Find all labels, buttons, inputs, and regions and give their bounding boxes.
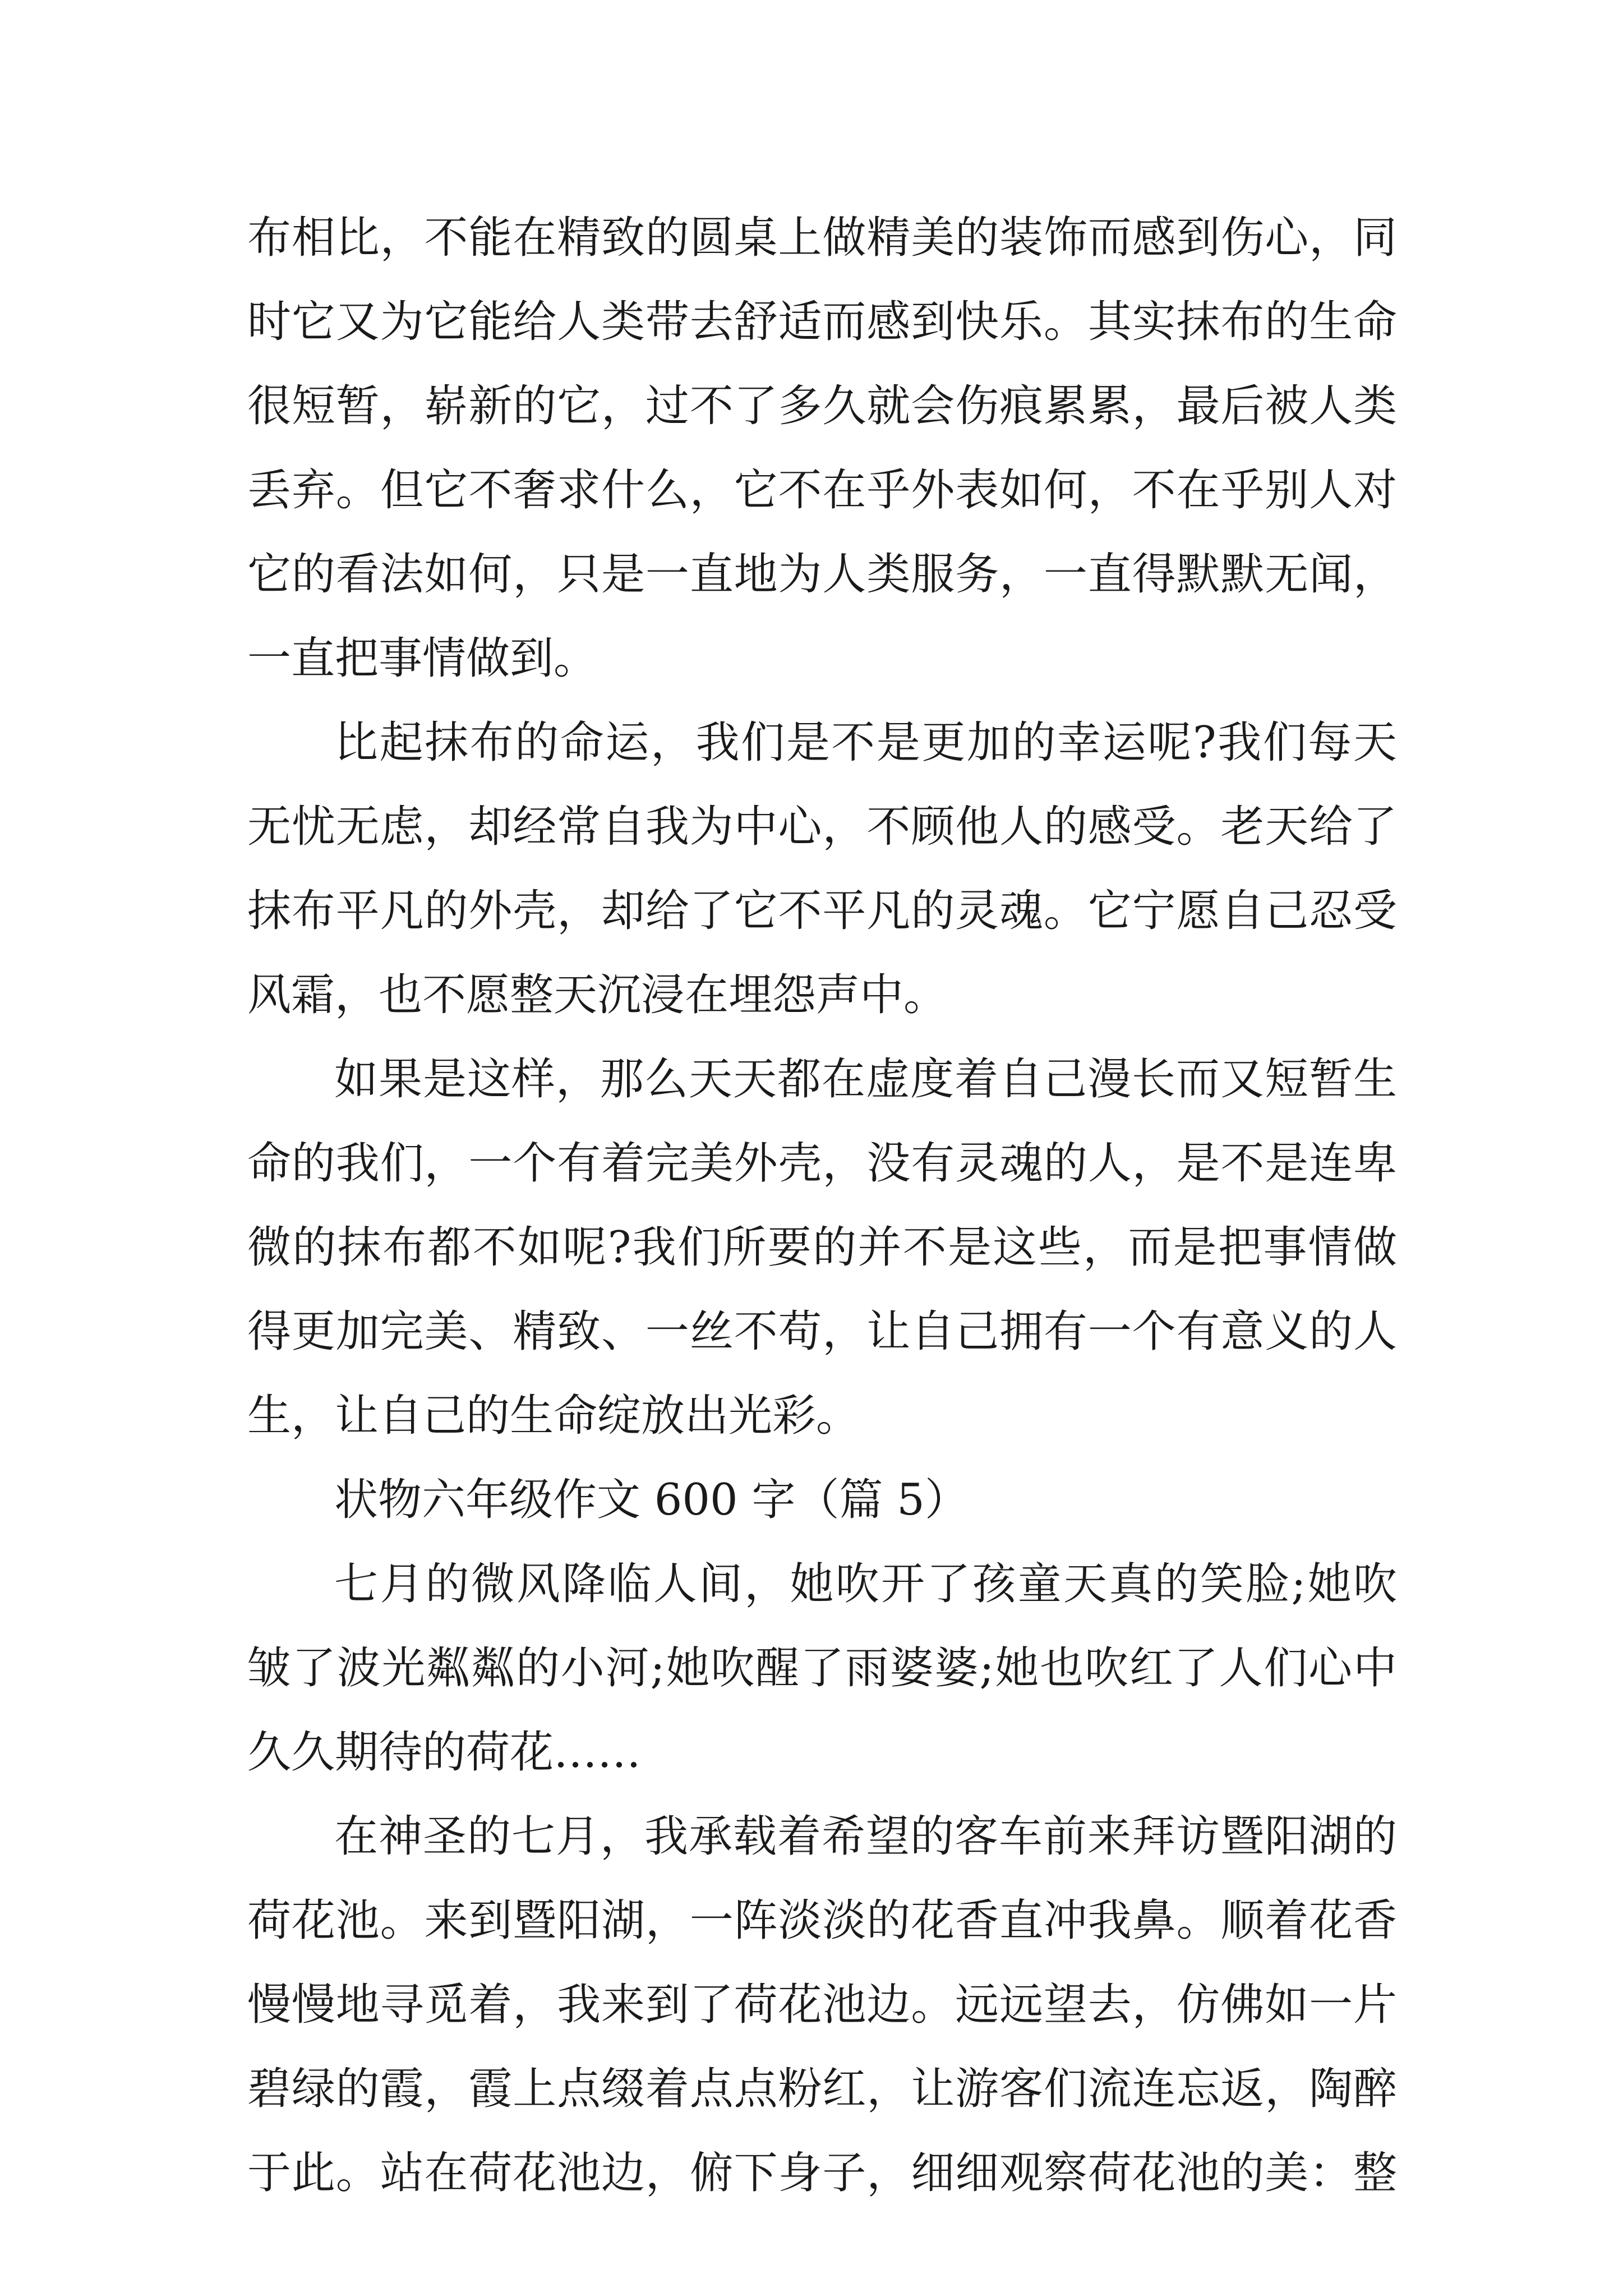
text-line: 一直把事情做到。 (247, 633, 598, 684)
text-line: 如果是这样，那么天天都在虚度着自己漫长而又短暂生 (334, 1054, 1397, 1105)
body-text (247, 196, 1397, 2215)
text-line: 七月的微风降临人间，她吹开了孩童天真的笑脸;她吹 (334, 1559, 1397, 1609)
text-line: 微的抹布都不如呢?我们所要的并不是这些，而是把事情做 (247, 1222, 1397, 1273)
text-line: 皱了波光粼粼的小河;她吹醒了雨婆婆;她也吹红了人们心中 (247, 1643, 1397, 1694)
text-line: 抹布平凡的外壳，却给了它不平凡的灵魂。它宁愿自己忍受 (247, 886, 1397, 936)
text-line: 风霜，也不愿整天沉浸在埋怨声中。 (247, 970, 948, 1020)
text-line: 很短暂，崭新的它，过不了多久就会伤痕累累，最后被人类 (247, 381, 1397, 431)
text-line: 它的看法如何，只是一直地为人类服务，一直得默默无闻， (247, 549, 1397, 600)
text-line: 无忧无虑，却经常自我为中心，不顾他人的感受。老天给了 (247, 802, 1397, 852)
text-line: 慢慢地寻觅着，我来到了荷花池边。远远望去，仿佛如一片 (247, 1980, 1397, 2030)
text-line: 生，让自己的生命绽放出光彩。 (247, 1391, 860, 1441)
text-line: 在神圣的七月，我承载着希望的客车前来拜访暨阳湖的 (334, 1811, 1397, 1862)
text-line: 比起抹布的命运，我们是不是更加的幸运呢?我们每天 (334, 717, 1397, 768)
text-line: 布相比，不能在精致的圆桌上做精美的装饰而感到伤心，同 (247, 213, 1397, 263)
text-line: 丢弃。但它不奢求什么，它不在乎外表如何，不在乎别人对 (247, 465, 1397, 516)
text-line: 久久期待的荷花…… (247, 1727, 642, 1778)
text-line: 碧绿的霞，霞上点缀着点点粉红，让游客们流连忘返，陶醉 (247, 2064, 1397, 2114)
text-line: 时它又为它能给人类带去舒适而感到快乐。其实抹布的生命 (247, 297, 1397, 347)
text-line: 于此。站在荷花池边，俯下身子，细细观察荷花池的美：整 (247, 2148, 1397, 2198)
text-line: 命的我们，一个有着完美外壳，没有灵魂的人，是不是连卑 (247, 1138, 1397, 1189)
text-line: 得更加完美、精致、一丝不苟，让自己拥有一个有意义的人 (247, 1306, 1397, 1357)
text-line: 荷花池。来到暨阳湖，一阵淡淡的花香直冲我鼻。顺着花香 (247, 1895, 1397, 1946)
text-line: 状物六年级作文 600 字（篇 5） (334, 1475, 969, 1525)
